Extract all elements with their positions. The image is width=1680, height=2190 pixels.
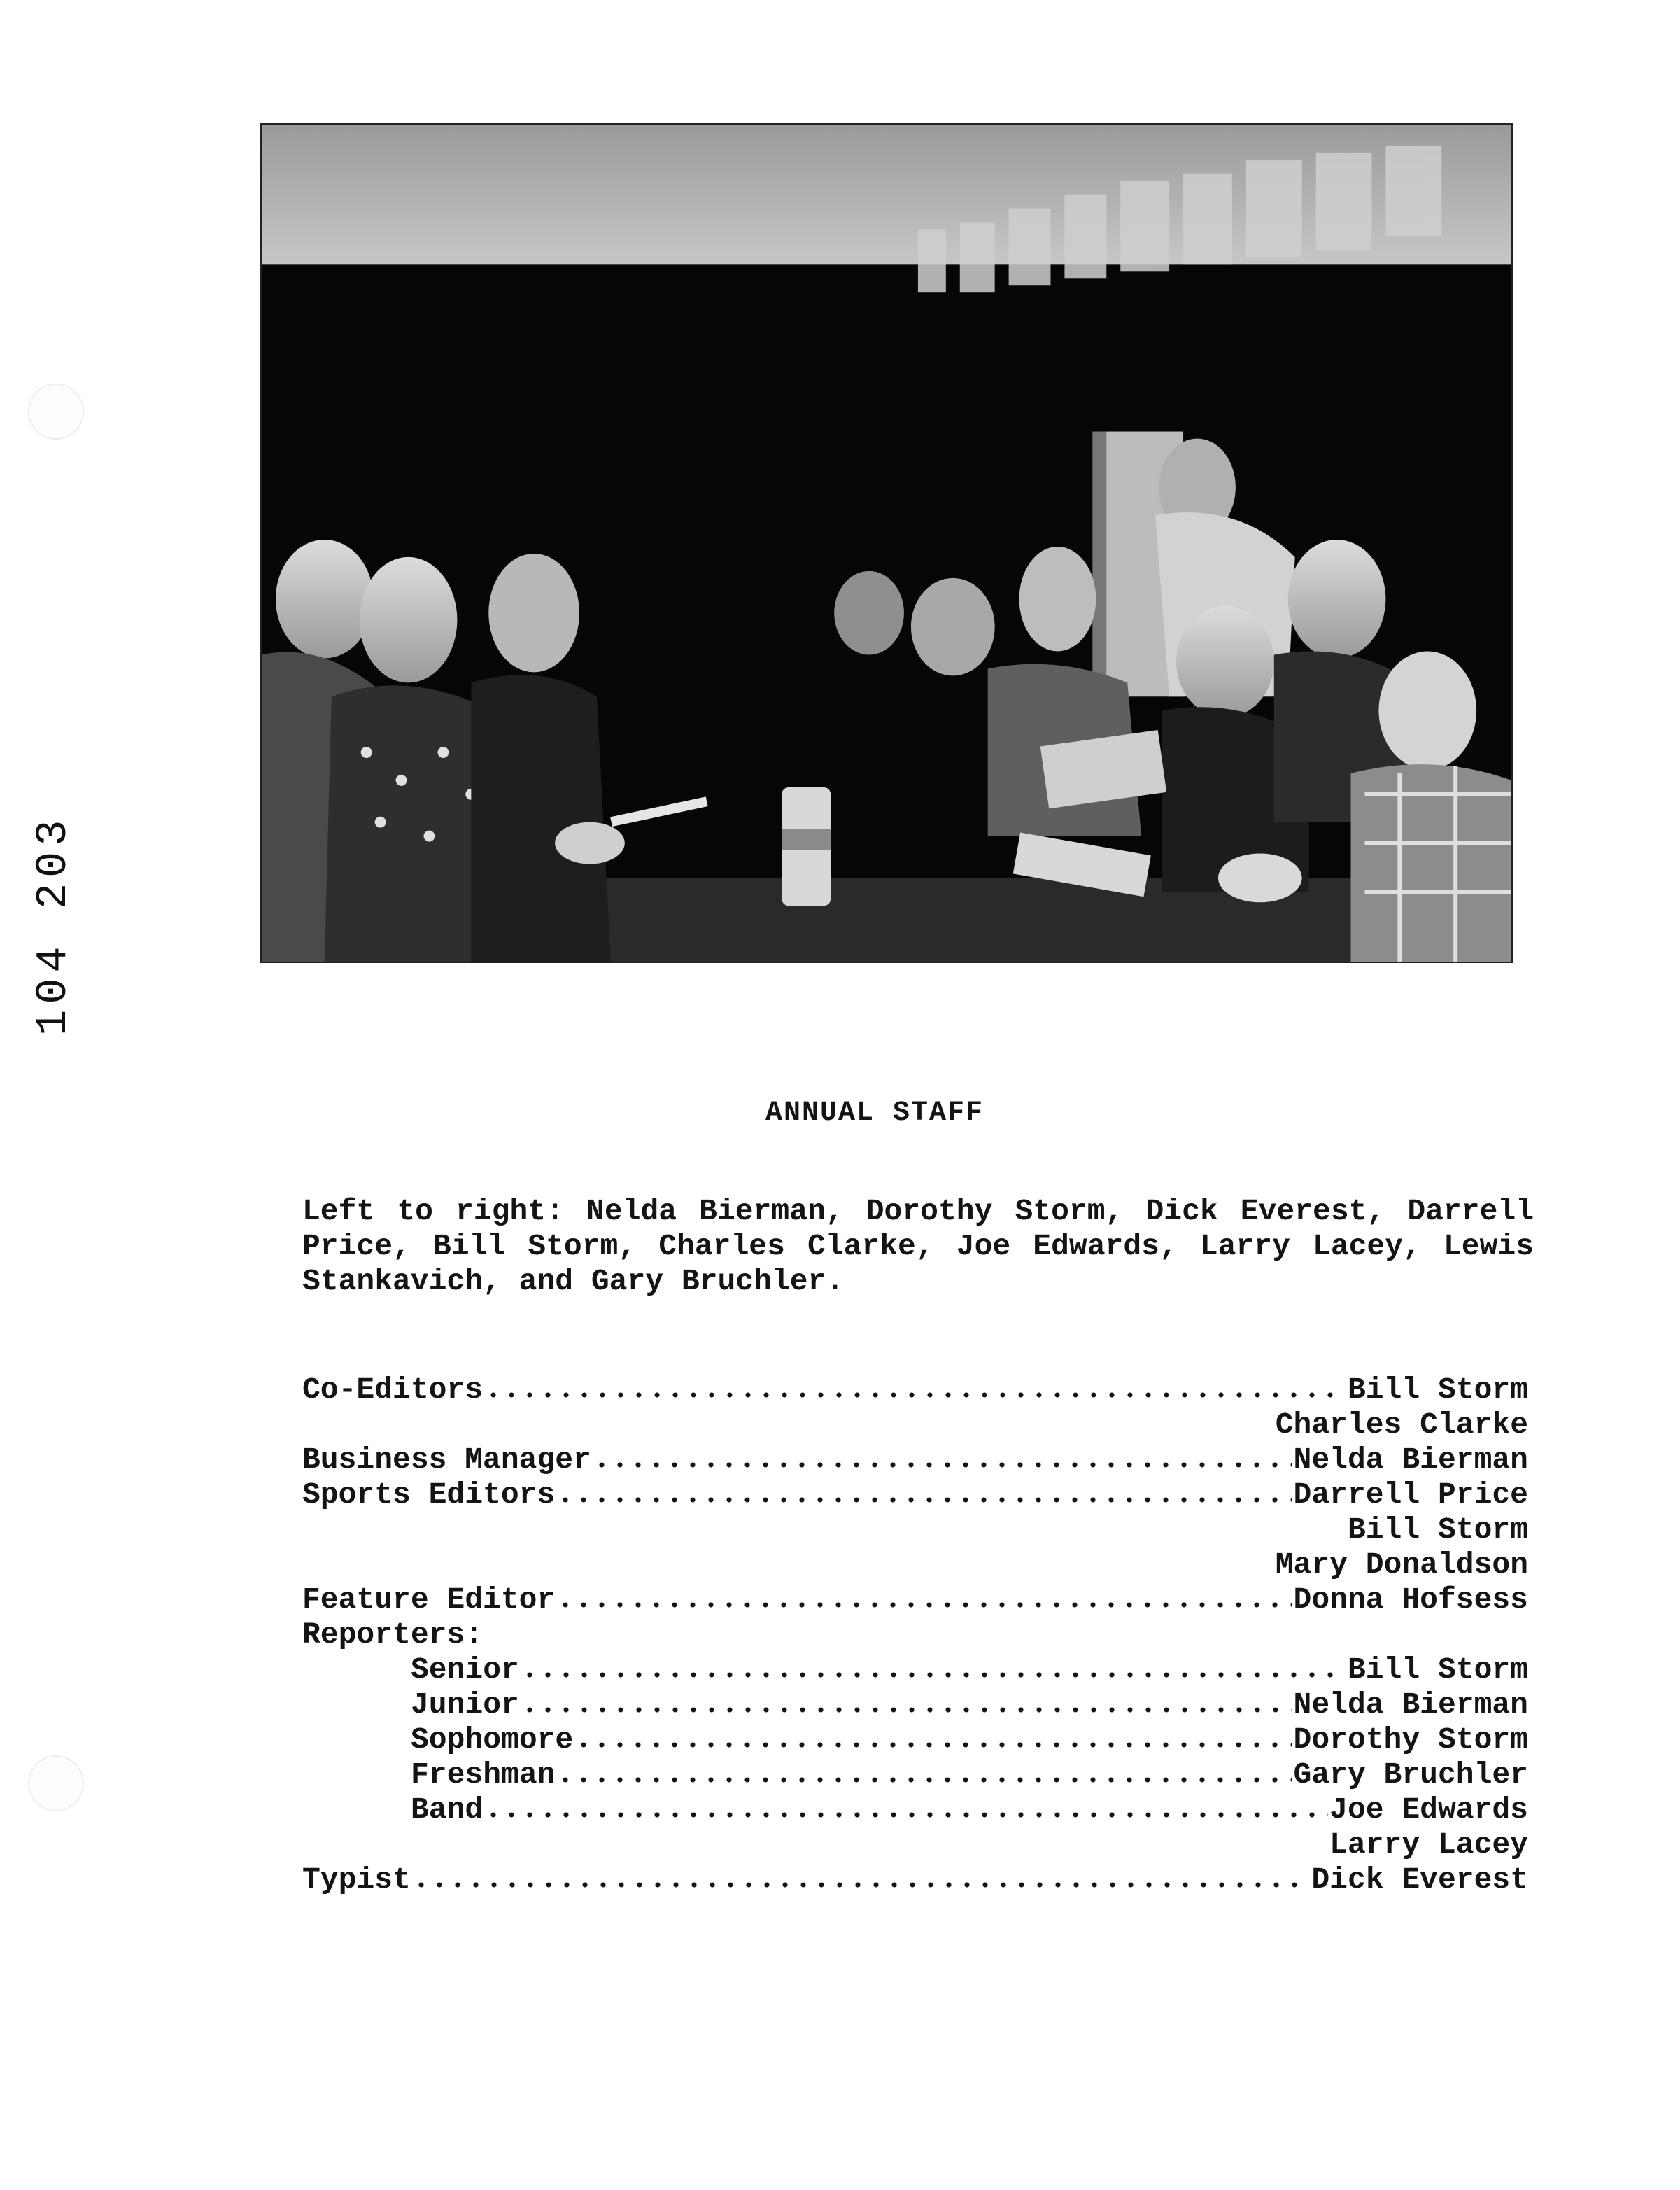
roster-name: Bill Storm xyxy=(1347,1373,1528,1407)
roster-name: Bill Storm xyxy=(1347,1512,1528,1547)
dot-leader xyxy=(484,1811,1328,1818)
roster-role: Sophomore xyxy=(411,1722,574,1757)
roster-role: Reporters: xyxy=(302,1617,483,1652)
roster-name: Larry Lacey xyxy=(1329,1827,1528,1862)
roster-name: Nelda Bierman xyxy=(1293,1687,1528,1722)
punch-hole-top xyxy=(28,384,84,440)
group-photo xyxy=(260,123,1513,963)
margin-page-number: 104 203 xyxy=(29,814,78,1036)
roster-row-continuation xyxy=(302,1827,1528,1862)
dot-leader xyxy=(556,1496,1292,1503)
roster-row-feature-editor xyxy=(302,1582,1528,1617)
dot-leader xyxy=(556,1601,1292,1608)
roster-name: Dorothy Storm xyxy=(1293,1722,1528,1757)
roster-row-co-editors xyxy=(302,1372,1528,1407)
dot-leader xyxy=(574,1741,1292,1748)
roster-row-continuation xyxy=(302,1407,1528,1442)
roster-role: Junior xyxy=(411,1687,519,1722)
roster-name: Joe Edwards xyxy=(1329,1792,1528,1827)
roster-row-junior xyxy=(302,1687,1528,1722)
dot-leader xyxy=(521,1706,1292,1713)
roster-role: Band xyxy=(411,1792,483,1827)
roster-name: Nelda Bierman xyxy=(1293,1443,1528,1477)
roster-row-sports-editors xyxy=(302,1477,1528,1512)
roster-row-band xyxy=(302,1792,1528,1827)
roster-name: Donna Hofsess xyxy=(1293,1582,1528,1617)
roster-role: Feature Editor xyxy=(302,1582,556,1617)
roster-role: Freshman xyxy=(411,1757,556,1792)
punch-hole-bottom xyxy=(28,1755,84,1811)
roster-name: Dick Everest xyxy=(1311,1862,1528,1897)
page-title: ANNUAL STAFF xyxy=(765,1097,984,1129)
dot-leader xyxy=(593,1461,1292,1468)
staff-roster xyxy=(302,1372,1528,1897)
roster-name: Charles Clarke xyxy=(1275,1408,1528,1442)
roster-name: Mary Donaldson xyxy=(1275,1547,1528,1582)
dot-leader xyxy=(484,1391,1346,1398)
roster-row-typist xyxy=(302,1862,1528,1897)
group-photo-icon xyxy=(262,125,1511,962)
photo-caption: Left to right: Nelda Bierman, Dorothy Storm, Dick Everest, Darrell Price, Bill Storm, Charles Clarke, Joe Edwards, Larry Lacey, Lewis Stankavich, and Gary Bruchler. xyxy=(302,1194,1534,1298)
roster-name: Gary Bruchler xyxy=(1293,1757,1528,1792)
roster-role: Co-Editors xyxy=(302,1373,483,1407)
roster-row-sophomore xyxy=(302,1722,1528,1757)
roster-role: Senior xyxy=(411,1652,519,1687)
roster-row-continuation xyxy=(302,1512,1528,1547)
roster-row-continuation xyxy=(302,1547,1528,1582)
roster-row-freshman xyxy=(302,1757,1528,1792)
roster-row-senior xyxy=(302,1652,1528,1687)
roster-name: Darrell Price xyxy=(1293,1477,1528,1512)
roster-row-reporters-heading xyxy=(302,1617,1528,1652)
roster-role: Business Manager xyxy=(302,1443,591,1477)
roster-role: Sports Editors xyxy=(302,1477,556,1512)
dot-leader xyxy=(556,1776,1292,1783)
dot-leader xyxy=(412,1881,1311,1888)
dot-leader xyxy=(521,1671,1346,1678)
roster-name: Bill Storm xyxy=(1347,1652,1528,1687)
roster-row-business-manager xyxy=(302,1442,1528,1477)
roster-role: Typist xyxy=(302,1862,411,1897)
